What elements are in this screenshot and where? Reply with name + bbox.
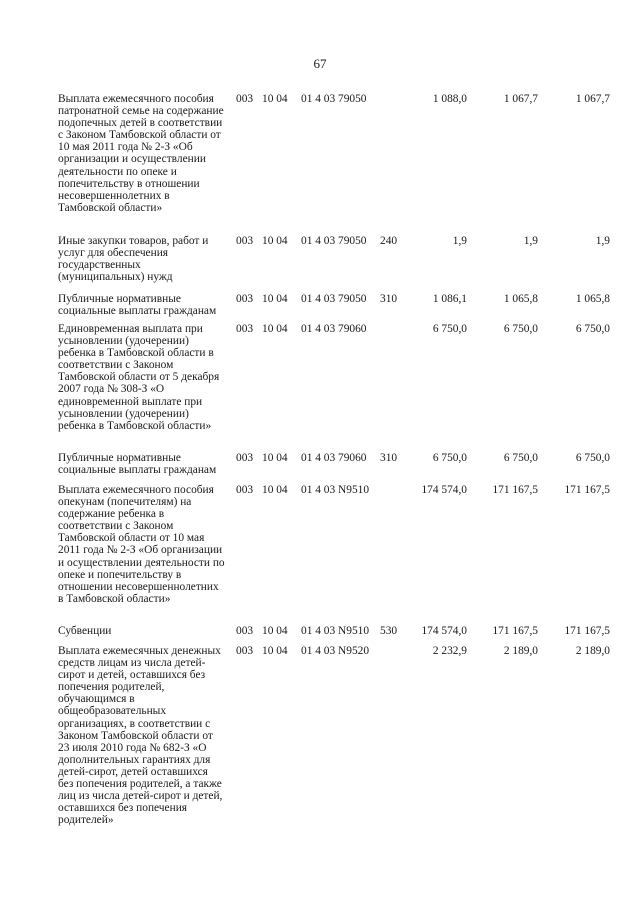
amount-year-2: 6 750,0 xyxy=(503,323,538,335)
row-description: Выплата ежемесячных денежных средств лицам из числа детей- сирот и детей, оставшихся без попечения родителей, обучающимся в общеобразовательных организациях, в соответствии с Законом Тамбовской области от 23 июля 2010 года № 682-З «О дополнительных гарантиях для детей-сирот, детей оставшихся без попечения родителей, а также лиц из числа детей-сирот и детей, оставшихся без попечения родителей» xyxy=(58,645,223,827)
row-description: Иные закупки товаров, работ и услуг для обеспечения государственных (муниципальных) нужд xyxy=(58,235,209,284)
amount-year-2: 1 065,8 xyxy=(503,293,538,305)
section-code: 10 04 xyxy=(262,452,288,464)
amount-year-1: 1 086,1 xyxy=(432,293,467,305)
section-code: 10 04 xyxy=(262,323,288,335)
amount-year-1: 2 232,9 xyxy=(432,645,467,657)
target-article-code: 01 4 03 79050 xyxy=(301,93,367,105)
amount-year-2: 1 067,7 xyxy=(503,93,538,105)
amount-year-3: 1,9 xyxy=(595,235,610,247)
target-article-code: 01 4 03 N9510 xyxy=(301,625,370,637)
amount-year-2: 2 189,0 xyxy=(503,645,538,657)
amount-year-1: 174 574,0 xyxy=(421,625,467,637)
amount-year-1: 6 750,0 xyxy=(432,323,467,335)
amount-year-3: 2 189,0 xyxy=(575,645,610,657)
target-article-code: 01 4 03 79050 xyxy=(301,235,367,247)
amount-year-3: 1 067,7 xyxy=(575,93,610,105)
page-number: 67 xyxy=(313,56,327,71)
amount-year-3: 171 167,5 xyxy=(564,625,610,637)
amount-year-1: 1,9 xyxy=(452,235,467,247)
amount-year-2: 171 167,5 xyxy=(492,625,538,637)
amount-year-2: 6 750,0 xyxy=(503,452,538,464)
department-code: 003 xyxy=(236,235,254,247)
amount-year-3: 171 167,5 xyxy=(564,484,610,496)
expense-type-code: 310 xyxy=(380,293,398,305)
section-code: 10 04 xyxy=(262,645,288,657)
row-description: Единовременная выплата при усыновлении (удочерении) ребенка в Тамбовской области в соответствии с Законом Тамбовской области от 5 декабря 2007 года № 308-З «О единовременной выплате при усыновлении (удочерении) ребенка в Тамбовской области» xyxy=(58,323,220,432)
expense-type-code: 310 xyxy=(380,452,398,464)
expense-type-code: 240 xyxy=(380,235,398,247)
target-article-code: 01 4 03 N9510 xyxy=(301,484,370,496)
section-code: 10 04 xyxy=(262,293,288,305)
department-code: 003 xyxy=(236,645,254,657)
target-article-code: 01 4 03 79060 xyxy=(301,323,367,335)
section-code: 10 04 xyxy=(262,625,288,637)
target-article-code: 01 4 03 79060 xyxy=(301,452,367,464)
target-article-code: 01 4 03 79050 xyxy=(301,293,367,305)
row-description: Выплата ежемесячного пособия патронатной семье на содержание подопечных детей в соответствии с Законом Тамбовской области от 10 мая 2011 года № 2-З «Об организации и осуществлении деятельности по опеке и попечительству в отношении несовершеннолетних в Тамбовской области» xyxy=(58,93,224,214)
row-description: Выплата ежемесячного пособия опекунам (попечителям) на содержание ребенка в соответствии с Законом Тамбовской области от 10 мая 2011 года № 2-З «Об организации и осуществлении деятельности по опеке и попечительству в отношении несовершеннолетних в Тамбовской области» xyxy=(58,484,225,605)
amount-year-1: 174 574,0 xyxy=(421,484,467,496)
department-code: 003 xyxy=(236,323,254,335)
section-code: 10 04 xyxy=(262,93,288,105)
section-code: 10 04 xyxy=(262,484,288,496)
row-description: Публичные нормативные социальные выплаты гражданам xyxy=(58,293,217,318)
amount-year-3: 1 065,8 xyxy=(575,293,610,305)
row-description: Субвенции xyxy=(58,625,112,637)
amount-year-1: 6 750,0 xyxy=(432,452,467,464)
department-code: 003 xyxy=(236,93,254,105)
row-description: Публичные нормативные социальные выплаты гражданам xyxy=(58,452,217,477)
target-article-code: 01 4 03 N9520 xyxy=(301,645,370,657)
amount-year-1: 1 088,0 xyxy=(432,93,467,105)
department-code: 003 xyxy=(236,625,254,637)
amount-year-3: 6 750,0 xyxy=(575,323,610,335)
department-code: 003 xyxy=(236,293,254,305)
amount-year-2: 1,9 xyxy=(523,235,538,247)
department-code: 003 xyxy=(236,484,254,496)
department-code: 003 xyxy=(236,452,254,464)
expense-type-code: 530 xyxy=(380,625,398,637)
section-code: 10 04 xyxy=(262,235,288,247)
amount-year-3: 6 750,0 xyxy=(575,452,610,464)
amount-year-2: 171 167,5 xyxy=(492,484,538,496)
